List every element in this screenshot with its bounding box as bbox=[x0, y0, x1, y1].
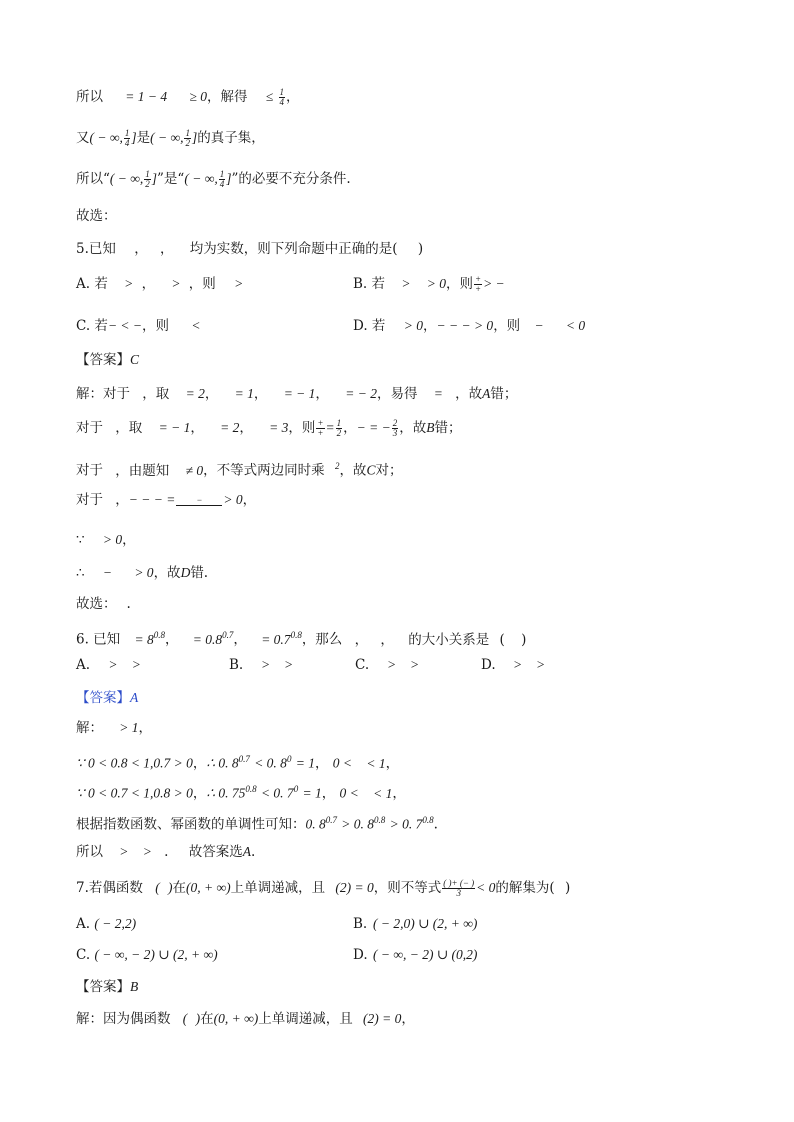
question-6-options: A. > > B. > > C. > > D. > > bbox=[76, 657, 546, 673]
solution-line: ∵ > 0， bbox=[76, 532, 136, 548]
solution-line: 所以 = 1 − 4 ≥ 0，解得 ≤ $\frac{1}{4}$ ， bbox=[76, 87, 300, 107]
solution-line: 解： > 1， bbox=[76, 720, 153, 736]
solution-line: 故选： . bbox=[76, 596, 131, 612]
option-d: D. 若 > 0，− − − > 0，则 − < 0 bbox=[353, 318, 586, 334]
solution-line: ∵ 0 < 0.8 < 1,0.7 > 0，∴ 0. $8^{0.7} < 0$. $8^0 = 1$， 0 < < 1， bbox=[76, 754, 400, 772]
solution-line: 解：因为偶函数 ( )在(0, + ∞)上单调递减，且 (2) = 0， bbox=[76, 1011, 415, 1027]
solution-line: 对于 ，− − − = − > 0， bbox=[76, 492, 257, 508]
fraction: $\frac{1}{2}$ bbox=[336, 418, 342, 438]
fraction: $\frac{2}{3}$ bbox=[392, 418, 398, 438]
answer-line: 【答案】C bbox=[76, 352, 140, 368]
solution-line: 所以“( − ∞, $\frac{1}{2}$ ]”是“( − ∞, $\frac{1}{4}$ ]”的必要不充分条件. bbox=[76, 169, 351, 189]
option-b: B. 若 > > 0，则 $\frac{+}{+}$ > − bbox=[353, 274, 505, 294]
fraction: $\frac{1}{4}$ bbox=[124, 128, 130, 148]
answer-line: 【答案】B bbox=[76, 979, 139, 995]
solution-line: 对于 ，取 = − 1， = 2， = 3，则 $\frac{+}{+}$ = $\frac{1}{2}$ ，− = − $\frac{2}{3}$ ，故B错； bbox=[76, 418, 462, 438]
question-5-stem: 5.已知 ， ， 均为实数，则下列命题中正确的是( ) bbox=[76, 241, 424, 257]
fraction: $\frac{1}{4}$ bbox=[279, 87, 285, 107]
fraction: $\frac{+}{+}$ bbox=[317, 418, 324, 438]
solution-line: ∴ − > 0，故D错. bbox=[76, 565, 209, 581]
answer-line: 【答案】A bbox=[76, 690, 139, 706]
question-7-options-ab: A. ( − 2,2) B. ( − 2,0) ∪ (2, + ∞) bbox=[76, 916, 478, 932]
solution-line: 故选： bbox=[76, 208, 117, 224]
question-7-stem: 7.若偶函数 ( )在(0, + ∞)上单调递减，且 (2) = 0，则不等式 $\frac{( )+ (- )}{3}$ < 0的解集为( ) bbox=[76, 878, 571, 898]
fraction: $\frac{1}{4}$ bbox=[219, 169, 225, 189]
fraction: − bbox=[176, 496, 222, 506]
solution-line: 对于 ，由题知 ≠ 0，不等式两边同时乘 $^2$，故C对； bbox=[76, 461, 403, 479]
fraction: $\frac{1}{2}$ bbox=[185, 128, 190, 148]
question-6-stem: 6. 已知 = $8^{0.8}$， = $0.8^{0.7}$， = $0.7^{0.8}$，那么 ， ， 的大小关系是 ( ) bbox=[76, 630, 527, 648]
fraction: $\frac{( )+ (- )}{3}$ bbox=[443, 878, 475, 898]
solution-line: 又( − ∞, $\frac{1}{4}$ ]是( − ∞, $\frac{1}{2}$ ]的真子集， bbox=[76, 128, 265, 148]
solution-line: 根据指数函数、幂函数的单调性可知：0. $8^{0.7} > 0$. $8^{0.8} > 0$. $7^{0.8}$. bbox=[76, 815, 438, 833]
question-7-options-cd: C. ( − ∞, − 2) ∪ (2, + ∞) D. ( − ∞, − 2) ∪ (0,2) bbox=[76, 947, 478, 963]
solution-line: ∵ 0 < 0.7 < 1,0.8 > 0，∴ 0. $75^{0.8} < 0$. $7^0 = 1$， 0 < < 1， bbox=[76, 784, 406, 802]
solution-line: 所以 > > . 故答案选A. bbox=[76, 844, 256, 860]
option-a: A. 若 > ， > ，则 > bbox=[76, 276, 244, 292]
option-c: C. 若− < −，则 < bbox=[76, 318, 201, 334]
solution-line: 解：对于 ，取 = 2， = 1， = − 1， = − 2，易得 = ，故A错； bbox=[76, 386, 518, 402]
fraction: $\frac{1}{2}$ bbox=[145, 169, 150, 189]
fraction: $\frac{+}{+}$ bbox=[474, 274, 482, 294]
